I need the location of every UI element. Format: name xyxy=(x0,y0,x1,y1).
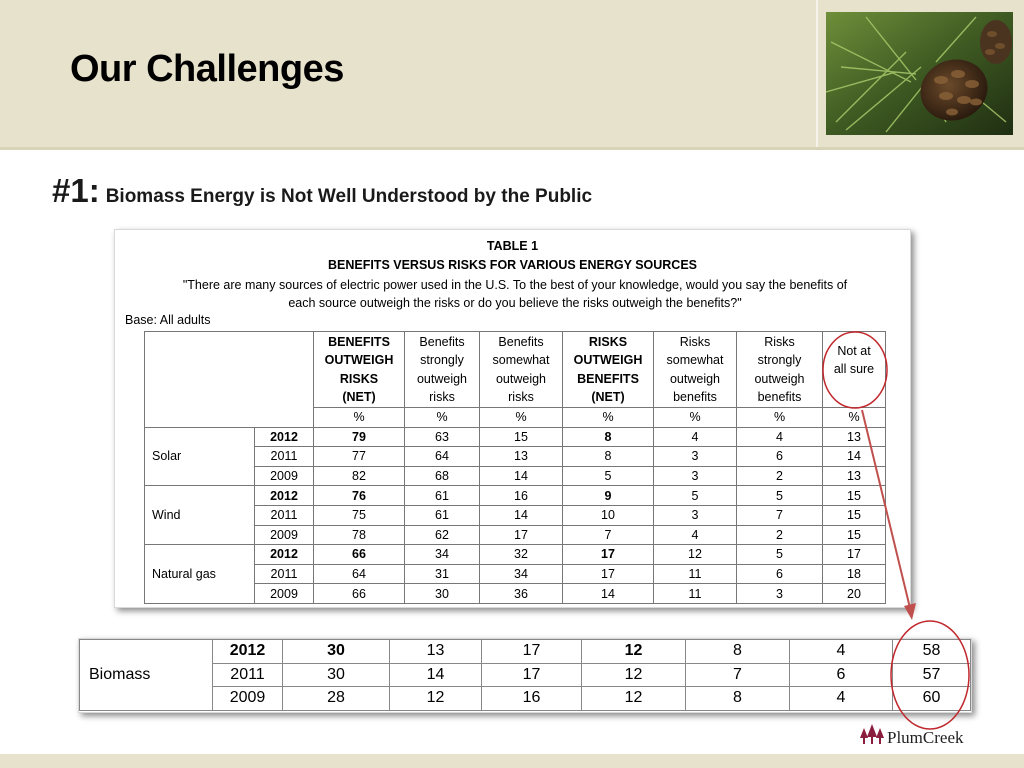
table-label: TABLE 1 xyxy=(486,239,539,253)
column-header-line: (NET) xyxy=(591,390,625,404)
value-cell: 11 xyxy=(654,564,737,584)
value-cell: 57 xyxy=(893,663,971,687)
column-header-line: BENEFITS xyxy=(328,334,390,349)
header-blank xyxy=(145,332,314,428)
value-cell: 68 xyxy=(405,466,480,486)
value-cell: 14 xyxy=(563,584,654,604)
year-cell: 2009 xyxy=(255,525,314,545)
year-cell: 2012 xyxy=(255,486,314,506)
value-cell: 12 xyxy=(582,687,686,711)
table-row xyxy=(145,525,886,545)
value-cell: 4 xyxy=(654,427,737,447)
value-cell: 61 xyxy=(405,486,480,506)
value-cell: 13 xyxy=(823,466,886,486)
value-cell: 3 xyxy=(737,584,823,604)
value-cell: 34 xyxy=(405,545,480,565)
column-header-line: all sure xyxy=(833,362,875,377)
pine-cone-photo xyxy=(826,12,1013,135)
value-cell: 64 xyxy=(314,564,405,584)
value-cell: 63 xyxy=(405,427,480,447)
value-cell: 20 xyxy=(823,584,886,604)
value-cell: 7 xyxy=(563,525,654,545)
value-cell: 4 xyxy=(790,687,893,711)
column-header-line: Not at xyxy=(837,343,871,358)
value-cell: 64 xyxy=(405,447,480,467)
survey-question-line2: each source outweigh the risks or do you believe the risks outweigh the benefits?" xyxy=(288,296,742,310)
value-cell: 32 xyxy=(480,545,563,565)
company-logo xyxy=(860,724,964,751)
value-cell: 12 xyxy=(390,687,482,711)
value-cell: 5 xyxy=(737,486,823,506)
year-cell: 2011 xyxy=(255,564,314,584)
value-cell: 12 xyxy=(654,545,737,565)
value-cell: 17 xyxy=(482,663,582,687)
survey-question-line1: "There are many sources of electric power used in the U.S. To the best of your knowledge, would you say the benefits of xyxy=(182,278,848,292)
value-cell: 66 xyxy=(314,545,405,565)
header-separator xyxy=(816,0,818,147)
value-cell: 28 xyxy=(283,687,390,711)
value-cell: 8 xyxy=(563,427,654,447)
value-cell: 2 xyxy=(737,525,823,545)
column-header-line: Benefits xyxy=(419,334,465,349)
value-cell: 78 xyxy=(314,525,405,545)
column-header-line: RISKS xyxy=(588,334,628,349)
value-cell: 3 xyxy=(654,505,737,525)
value-cell: 9 xyxy=(563,486,654,506)
column-header xyxy=(480,332,563,408)
trees-icon xyxy=(860,724,884,751)
biomass-table xyxy=(79,639,971,711)
value-cell: 16 xyxy=(482,687,582,711)
table-row xyxy=(80,663,971,687)
value-cell: 18 xyxy=(823,564,886,584)
value-cell: 79 xyxy=(314,427,405,447)
year-cell: 2009 xyxy=(255,584,314,604)
value-cell: 66 xyxy=(314,584,405,604)
table-row xyxy=(145,505,886,525)
energy-sources-table xyxy=(144,331,886,604)
column-header xyxy=(737,332,823,408)
column-header-line: risks xyxy=(508,390,534,404)
column-header-line: strongly xyxy=(757,353,802,367)
table-row xyxy=(145,545,886,565)
value-cell: 15 xyxy=(823,505,886,525)
column-header xyxy=(654,332,737,408)
year-cell: 2012 xyxy=(255,427,314,447)
column-header-line: Risks xyxy=(679,334,711,349)
table-row xyxy=(145,584,886,604)
value-cell: 6 xyxy=(790,663,893,687)
source-label: Wind xyxy=(145,486,255,545)
table-row xyxy=(80,687,971,711)
subtitle-text: Biomass Energy is Not Well Understood by the Public xyxy=(105,186,593,207)
value-cell: 14 xyxy=(390,663,482,687)
value-cell: 17 xyxy=(823,545,886,565)
unit-cell: % xyxy=(823,408,886,428)
column-header-line: RISKS xyxy=(339,371,379,386)
column-header-line: outweigh xyxy=(416,371,468,386)
column-header-line: outweigh xyxy=(495,371,547,386)
value-cell: 30 xyxy=(283,640,390,664)
unit-cell: % xyxy=(654,408,737,428)
base-note: Base: All adults xyxy=(125,313,211,327)
table-row xyxy=(145,466,886,486)
value-cell: 30 xyxy=(405,584,480,604)
footer-band xyxy=(0,754,1024,768)
year-cell: 2012 xyxy=(213,640,283,664)
table-row xyxy=(145,447,886,467)
table-row xyxy=(80,640,971,664)
value-cell: 5 xyxy=(563,466,654,486)
value-cell: 75 xyxy=(314,505,405,525)
value-cell: 13 xyxy=(390,640,482,664)
unit-cell: % xyxy=(480,408,563,428)
column-header-line: OUTWEIGH xyxy=(573,353,643,367)
value-cell: 3 xyxy=(654,447,737,467)
column-header xyxy=(563,332,654,408)
column-header xyxy=(823,332,886,408)
value-cell: 17 xyxy=(563,564,654,584)
value-cell: 13 xyxy=(480,447,563,467)
source-label: Biomass xyxy=(80,640,213,711)
column-header-line: somewhat xyxy=(492,353,550,367)
value-cell: 10 xyxy=(563,505,654,525)
value-cell: 11 xyxy=(654,584,737,604)
value-cell: 17 xyxy=(482,640,582,664)
value-cell: 12 xyxy=(582,663,686,687)
value-cell: 17 xyxy=(480,525,563,545)
column-header-line: outweigh xyxy=(754,371,805,386)
value-cell: 4 xyxy=(790,640,893,664)
value-cell: 76 xyxy=(314,486,405,506)
value-cell: 14 xyxy=(480,466,563,486)
value-cell: 5 xyxy=(737,545,823,565)
value-cell: 7 xyxy=(737,505,823,525)
value-cell: 14 xyxy=(480,505,563,525)
value-cell: 15 xyxy=(823,525,886,545)
column-header-line: benefits xyxy=(673,390,717,404)
value-cell: 8 xyxy=(563,447,654,467)
header-divider xyxy=(0,147,1024,150)
value-cell: 3 xyxy=(654,466,737,486)
table-row xyxy=(145,427,886,447)
column-header-line: (NET) xyxy=(342,390,376,404)
value-cell: 34 xyxy=(480,564,563,584)
value-cell: 5 xyxy=(654,486,737,506)
biomass-table-image xyxy=(78,638,972,713)
column-header xyxy=(405,332,480,408)
year-cell: 2011 xyxy=(255,447,314,467)
year-cell: 2009 xyxy=(255,466,314,486)
source-label: Natural gas xyxy=(145,545,255,604)
value-cell: 12 xyxy=(582,640,686,664)
subtitle-number: #1: xyxy=(52,172,100,209)
column-header-line: somewhat xyxy=(666,353,724,367)
unit-cell: % xyxy=(314,408,405,428)
value-cell: 31 xyxy=(405,564,480,584)
value-cell: 30 xyxy=(283,663,390,687)
value-cell: 8 xyxy=(686,687,790,711)
value-cell: 8 xyxy=(686,640,790,664)
value-cell: 61 xyxy=(405,505,480,525)
column-header-line: strongly xyxy=(420,353,464,367)
value-cell: 15 xyxy=(823,486,886,506)
value-cell: 6 xyxy=(737,447,823,467)
value-cell: 77 xyxy=(314,447,405,467)
table-row xyxy=(145,486,886,506)
unit-cell: % xyxy=(405,408,480,428)
table-heading: BENEFITS VERSUS RISKS FOR VARIOUS ENERGY SOURCES xyxy=(327,258,698,272)
unit-cell: % xyxy=(737,408,823,428)
slide-subtitle xyxy=(52,172,592,210)
survey-table-image xyxy=(114,229,911,608)
column-header-line: BENEFITS xyxy=(577,371,639,386)
column-header-line: Benefits xyxy=(498,334,544,349)
column-header-line: outweigh xyxy=(669,371,721,386)
value-cell: 14 xyxy=(823,447,886,467)
value-cell: 13 xyxy=(823,427,886,447)
logo-wordmark: PlumCreek xyxy=(887,727,964,747)
value-cell: 58 xyxy=(893,640,971,664)
column-header-line: benefits xyxy=(757,390,802,404)
slide-title: Our Challenges xyxy=(70,48,344,90)
value-cell: 4 xyxy=(654,525,737,545)
year-cell: 2011 xyxy=(213,663,283,687)
column-header-line: OUTWEIGH xyxy=(324,353,394,367)
value-cell: 7 xyxy=(686,663,790,687)
value-cell: 2 xyxy=(737,466,823,486)
value-cell: 6 xyxy=(737,564,823,584)
column-header-line: risks xyxy=(429,390,455,404)
unit-cell: % xyxy=(563,408,654,428)
value-cell: 62 xyxy=(405,525,480,545)
value-cell: 17 xyxy=(563,545,654,565)
value-cell: 36 xyxy=(480,584,563,604)
value-cell: 15 xyxy=(480,427,563,447)
value-cell: 4 xyxy=(737,427,823,447)
value-cell: 16 xyxy=(480,486,563,506)
year-cell: 2011 xyxy=(255,505,314,525)
table-row xyxy=(145,564,886,584)
source-label: Solar xyxy=(145,427,255,486)
column-header-line: Risks xyxy=(764,334,795,349)
value-cell: 82 xyxy=(314,466,405,486)
year-cell: 2012 xyxy=(255,545,314,565)
year-cell: 2009 xyxy=(213,687,283,711)
column-header xyxy=(314,332,405,408)
value-cell: 60 xyxy=(893,687,971,711)
